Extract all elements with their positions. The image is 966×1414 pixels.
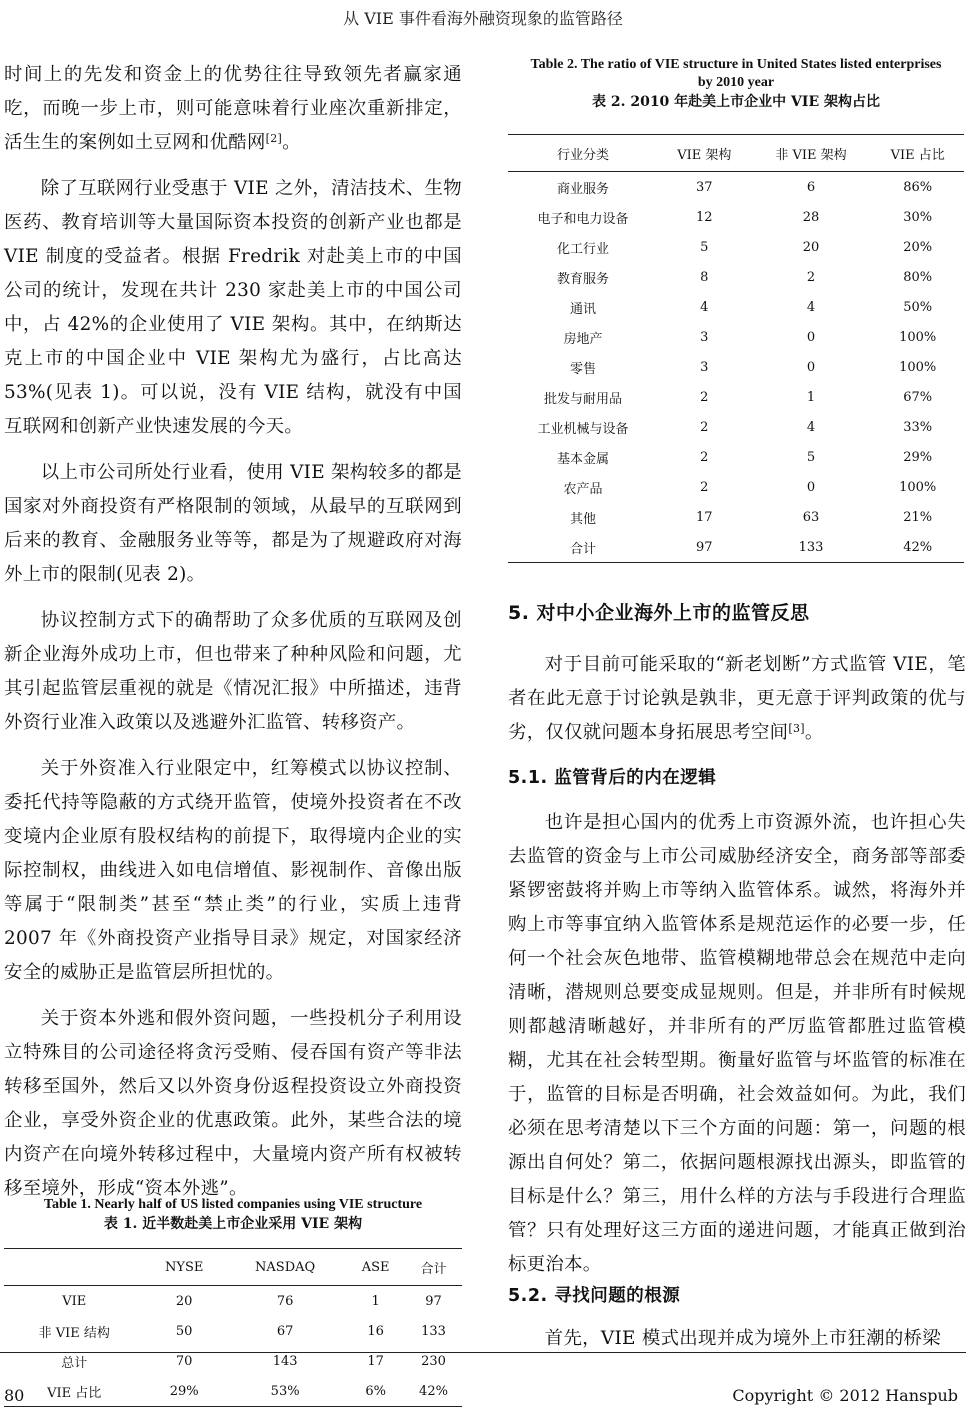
table-row	[508, 322, 964, 352]
table-cell: 0	[806, 479, 816, 495]
table-cell: 67	[276, 1323, 294, 1339]
body-paragraph: 时间上的先发和资金上的优势往往导致领先者赢家通吃，而晚一步上市，则可能意味着行业座次重新排定，活生生的案例如土豆网和优酷网[2]。	[4, 64, 462, 153]
column-header: VIE 架构	[658, 135, 751, 172]
table-2-grid	[508, 134, 964, 563]
body-paragraph: 关于资本外逃和假外资问题，一些投机分子利用设立特殊目的公司途径将贪污受贿、侵吞国有资产等非法转移至国外，然后又以外资身份返程投资设立外商投资企业，享受外资企业的优惠政策。此外，某些合法的境内资产在向境外转移过程中，大量境内资产所有权被转移至境外，形成“资本外逃”。	[4, 1008, 462, 1199]
table-row	[508, 502, 964, 532]
table-cell: 基本金属	[557, 451, 610, 467]
subsection-heading: 5.1. 监管背后的内在逻辑	[508, 768, 717, 788]
table-cell: 2	[700, 389, 709, 405]
table-cell: 70	[175, 1353, 193, 1369]
citation-ref[interactable]: [3]	[788, 722, 805, 735]
table-cell: 17	[367, 1353, 384, 1369]
table-row	[508, 412, 964, 442]
table-cell: 4	[806, 299, 816, 315]
table-cell: 80%	[903, 269, 933, 285]
copyright-notice: Copyright © 2012 Hanspub	[732, 1386, 958, 1405]
table-cell: 2	[700, 479, 709, 495]
table-cell: 28	[802, 209, 820, 225]
table-row	[508, 532, 964, 563]
body-paragraph: 以上市公司所处行业看，使用 VIE 架构较多的都是国家对外商投资有严格限制的领域，从最早的互联网到后来的教育、金融服务业等等，都是为了规避政府对海外上市的限制(见表 2)。	[4, 462, 462, 585]
citation-ref[interactable]: [2]	[265, 132, 283, 145]
body-paragraph: 也许是担心国内的优秀上市资源外流，也许担心失去监管的资金与上市公司威胁经济安全，商务部等部委紧锣密鼓将并购上市等纳入监管体系。诚然，将海外并购上市等事宜纳入监管体系是规范运作的必要一步，任何一个社会灰色地带、监管模糊地带总会在规范中走向清晰，潜规则总要变成显规则。但是，并非所有时候规则都越清晰越好，并非所有的严厉监管都胜过监管模糊，尤其在社会转型期。衡量好监管与坏监管的标准在于，监管的目标是否明确，社会效益如何。为此，我们必须在思考清楚以下三个方面的问题：第一，问题的根源出自何处？第二，依据问题根源找出源头，即监管的目标是什么？第三，用什么样的方法与手段进行合理监管？只有处理好这三方面的递进问题，才能真正做到治标更治本。	[508, 812, 966, 1275]
column-header: NASDAQ	[224, 1249, 346, 1286]
subsection-heading: 5.2. 寻找问题的根源	[508, 1286, 681, 1306]
table-row	[508, 472, 964, 502]
table-cell: 29%	[903, 449, 933, 465]
table-cell: 12	[696, 209, 713, 225]
table-cell: 其他	[570, 511, 597, 527]
table-cell: 97	[425, 1293, 442, 1309]
body-paragraph: 首先，VIE 模式出现并成为境外上市狂潮的桥梁	[544, 1328, 941, 1349]
table-1-caption-zh: 表 1. 近半数赴美上市企业采用 VIE 架构	[103, 1216, 363, 1232]
table-1-grid	[4, 1248, 462, 1407]
table-cell: 86%	[903, 179, 933, 195]
table-row	[508, 352, 964, 382]
table-cell: 3	[700, 359, 709, 375]
table-cell: 17	[696, 509, 713, 525]
table-row	[4, 1286, 462, 1317]
table-cell: 100%	[899, 479, 937, 495]
body-paragraph: 对于目前可能采取的“新老划断”方式监管 VIE，笔者在此无意于讨论孰是孰非，更无意于评判政策的优与劣，仅仅就问题本身拓展思考空间[3]。	[508, 654, 966, 743]
table-header-row	[508, 135, 964, 172]
table-cell: 100%	[899, 329, 937, 345]
table-cell: VIE	[62, 1293, 87, 1309]
table-row	[4, 1346, 462, 1376]
left-column	[4, 58, 462, 1206]
body-paragraph: 关于外资准入行业限定中，红筹模式以协议控制、委托代持等隐蔽的方式绕开监管，使境外投资者在不改变境内企业原有股权结构的前提下，取得境内企业的实际控制权，曲线进入如电信增值、影视制作、音像出版等属于“限制类”甚至“禁止类”的行业，实质上违背 2007 年《外商投资产业指导目录》规定，对国家经济安全的威胁正是监管层所担忧的。	[4, 758, 462, 983]
running-header: 从 VIE 事件看海外融资现象的监管路径	[343, 9, 623, 28]
table-2	[508, 56, 964, 563]
table-cell: 非 VIE 结构	[38, 1325, 110, 1341]
table-cell: 0	[806, 329, 816, 345]
table-cell: 2	[700, 419, 709, 435]
table-2-caption-zh: 表 2. 2010 年赴美上市企业中 VIE 架构占比	[591, 94, 881, 110]
body-paragraph: 除了互联网行业受惠于 VIE 之外，清洁技术、生物医药、教育培训等大量国际资本投资的创新产业也都是 VIE 制度的受益者。根据 Fredrik 对赴美上市的中国公司的统计，发现在共计 230 家赴美上市的中国公司中，占 42%的企业使用了 VIE 架构。其中，在纳斯达克上市的中国企业中 VIE 架构尤为盛行，占比高达 53%(见表 1)。可以说，没有 VIE 结构，就没有中国互联网和创新产业快速发展的今天。	[4, 178, 462, 437]
column-header: 合计	[405, 1249, 462, 1286]
column-header: 行业分类	[508, 135, 658, 172]
table-cell: 1	[806, 389, 816, 405]
table-cell: 20	[802, 239, 820, 255]
table-cell: 20%	[903, 239, 933, 255]
table-row	[508, 292, 964, 322]
table-cell: 5	[806, 449, 816, 465]
table-cell: 化工行业	[557, 241, 610, 257]
table-row	[508, 262, 964, 292]
table-cell: 0	[806, 359, 816, 375]
table-header-row	[4, 1249, 462, 1286]
table-cell: 6	[806, 179, 816, 195]
table-cell: 29%	[144, 1376, 224, 1407]
table-cell: 4	[700, 299, 709, 315]
table-cell: 5	[700, 239, 709, 255]
table-cell: 3	[700, 329, 709, 345]
table-cell: 37	[696, 179, 713, 195]
table-row	[508, 232, 964, 262]
table-cell: 20	[175, 1293, 193, 1309]
column-header: VIE 占比	[871, 135, 964, 172]
table-cell: 工业机械与设备	[537, 421, 629, 437]
table-cell: 67%	[903, 389, 933, 405]
table-cell: VIE 占比	[4, 1376, 144, 1407]
table-row	[508, 202, 964, 232]
table-cell: 133	[751, 532, 872, 563]
table-cell: 教育服务	[557, 271, 610, 287]
column-header: NYSE	[144, 1249, 224, 1286]
table-cell: 2	[806, 269, 816, 285]
table-cell: 50%	[903, 299, 933, 315]
table-cell: 230	[421, 1353, 446, 1369]
table-cell: 8	[700, 269, 709, 285]
footer-divider	[0, 1352, 966, 1353]
table-1-caption-en: Table 1. Nearly half of US listed companies using VIE structure	[43, 1197, 423, 1212]
table-cell: 143	[272, 1353, 298, 1369]
table-cell: 6%	[346, 1376, 405, 1407]
table-cell: 42%	[871, 532, 964, 563]
table-row	[4, 1316, 462, 1346]
table-cell: 总计	[61, 1355, 88, 1371]
table-cell: 30%	[903, 209, 933, 225]
table-cell: 100%	[899, 359, 937, 375]
column-header	[4, 1249, 144, 1286]
table-cell: 50	[175, 1323, 193, 1339]
column-header: ASE	[346, 1249, 405, 1286]
table-cell: 4	[806, 419, 816, 435]
table-cell: 通讯	[570, 301, 597, 317]
table-1	[4, 1196, 462, 1407]
table-row	[4, 1376, 462, 1407]
table-cell: 76	[276, 1293, 294, 1309]
table-row	[508, 172, 964, 203]
table-cell: 商业服务	[557, 181, 610, 197]
table-2-caption-en: Table 2. The ratio of VIE structure in United States listed enterprises by 2010 year	[530, 57, 942, 90]
table-cell: 53%	[224, 1376, 346, 1407]
table-row	[508, 382, 964, 412]
table-cell: 42%	[405, 1376, 462, 1407]
table-cell: 农产品	[563, 481, 603, 497]
table-cell: 房地产	[563, 331, 603, 347]
table-row	[508, 442, 964, 472]
table-cell: 2	[700, 449, 709, 465]
page-number: 80	[4, 1386, 25, 1405]
column-header: 非 VIE 架构	[751, 135, 872, 172]
section-heading: 5. 对中小企业海外上市的监管反思	[508, 602, 810, 624]
table-cell: 63	[802, 509, 820, 525]
table-cell: 16	[367, 1323, 384, 1339]
body-paragraph: 协议控制方式下的确帮助了众多优质的互联网及创新企业海外成功上市，但也带来了种种风险和问题，尤其引起监管层重视的就是《情况汇报》中所描述，违背外资行业准入政策以及逃避外汇监管、转移资产。	[4, 610, 462, 733]
table-cell: 批发与耐用品	[544, 391, 623, 407]
table-cell: 21%	[903, 509, 933, 525]
table-cell: 电子和电力设备	[537, 211, 629, 227]
table-cell: 零售	[570, 361, 597, 377]
table-cell: 133	[421, 1323, 446, 1339]
table-cell: 合计	[508, 532, 658, 563]
table-cell: 33%	[903, 419, 933, 435]
table-cell: 97	[658, 532, 751, 563]
table-cell: 1	[371, 1293, 380, 1309]
